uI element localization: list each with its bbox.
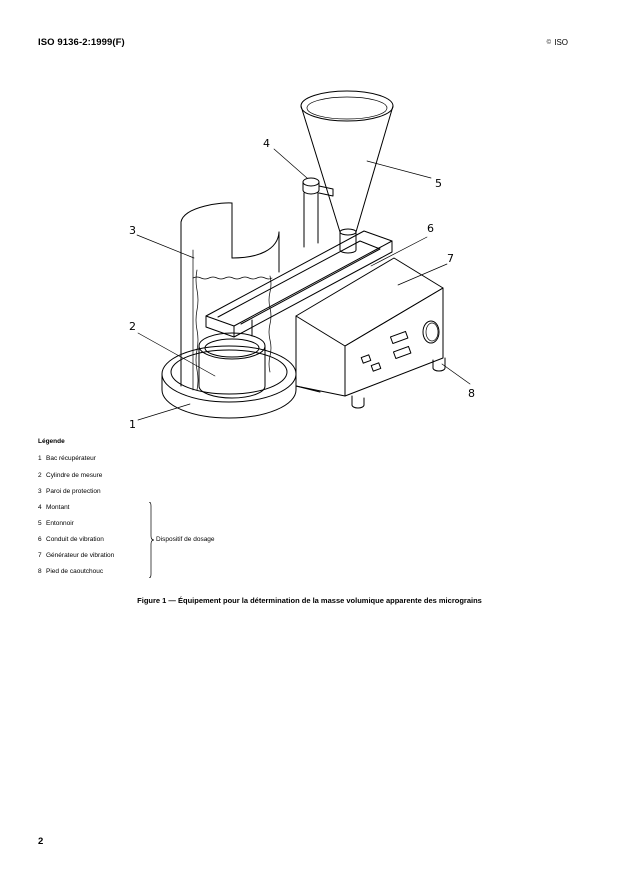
callout-4: 4 — [263, 137, 270, 150]
legend-number: 1 — [38, 455, 42, 462]
legend-label: Bac récupérateur — [46, 455, 96, 462]
legend-label: Cylindre de mesure — [46, 472, 103, 479]
legend-label: Entonnoir — [46, 520, 74, 527]
callout-5: 5 — [435, 177, 442, 190]
legend-group-brace — [148, 502, 154, 578]
legend-label: Générateur de vibration — [46, 552, 115, 559]
legend-item — [38, 568, 103, 575]
copyright-symbol: © — [546, 40, 551, 46]
legend-group-label: Dispositif de dosage — [156, 536, 215, 543]
callout-3: 3 — [129, 224, 136, 237]
legend-label: Conduit de vibration — [46, 536, 104, 543]
callout-2: 2 — [129, 320, 136, 333]
legend-item — [38, 488, 101, 495]
legend-number: 7 — [38, 552, 42, 559]
funnel-drawing — [301, 91, 393, 253]
vibration-generator-drawing — [296, 258, 443, 396]
legend-number: 3 — [38, 488, 42, 495]
legend-item — [38, 520, 74, 527]
rubber-feet-drawing — [352, 358, 445, 408]
support-post-drawing — [303, 178, 333, 247]
legend-number: 2 — [38, 472, 42, 479]
figure-caption: Figure 1 — Équipement pour la détermination de la masse volumique apparente des micrograins — [137, 596, 482, 605]
legend-title: Légende — [38, 438, 65, 445]
legend-item — [38, 455, 96, 462]
legend-number: 6 — [38, 536, 42, 543]
legend-label: Montant — [46, 504, 70, 511]
legend-number: 8 — [38, 568, 42, 575]
page-number: 2 — [38, 836, 44, 847]
legend-item — [38, 552, 114, 559]
legend-label: Paroi de protection — [46, 488, 101, 495]
legend-number: 5 — [38, 520, 42, 527]
legend-item — [38, 536, 104, 543]
measuring-cylinder-drawing — [199, 333, 265, 398]
document-id: ISO 9136-2:1999(F) — [38, 37, 125, 48]
vibrating-chute-drawing — [206, 231, 392, 337]
callout-1: 1 — [129, 418, 136, 431]
callout-8: 8 — [468, 387, 475, 400]
legend-label: Pied de caoutchouc — [46, 568, 104, 575]
callout-6: 6 — [427, 222, 434, 235]
protective-wall-drawing — [181, 203, 279, 390]
legend-number: 4 — [38, 504, 42, 511]
callout-7: 7 — [447, 252, 454, 265]
legend-item — [38, 504, 70, 511]
legend-item — [38, 472, 102, 479]
copyright-org: ISO — [554, 38, 568, 47]
